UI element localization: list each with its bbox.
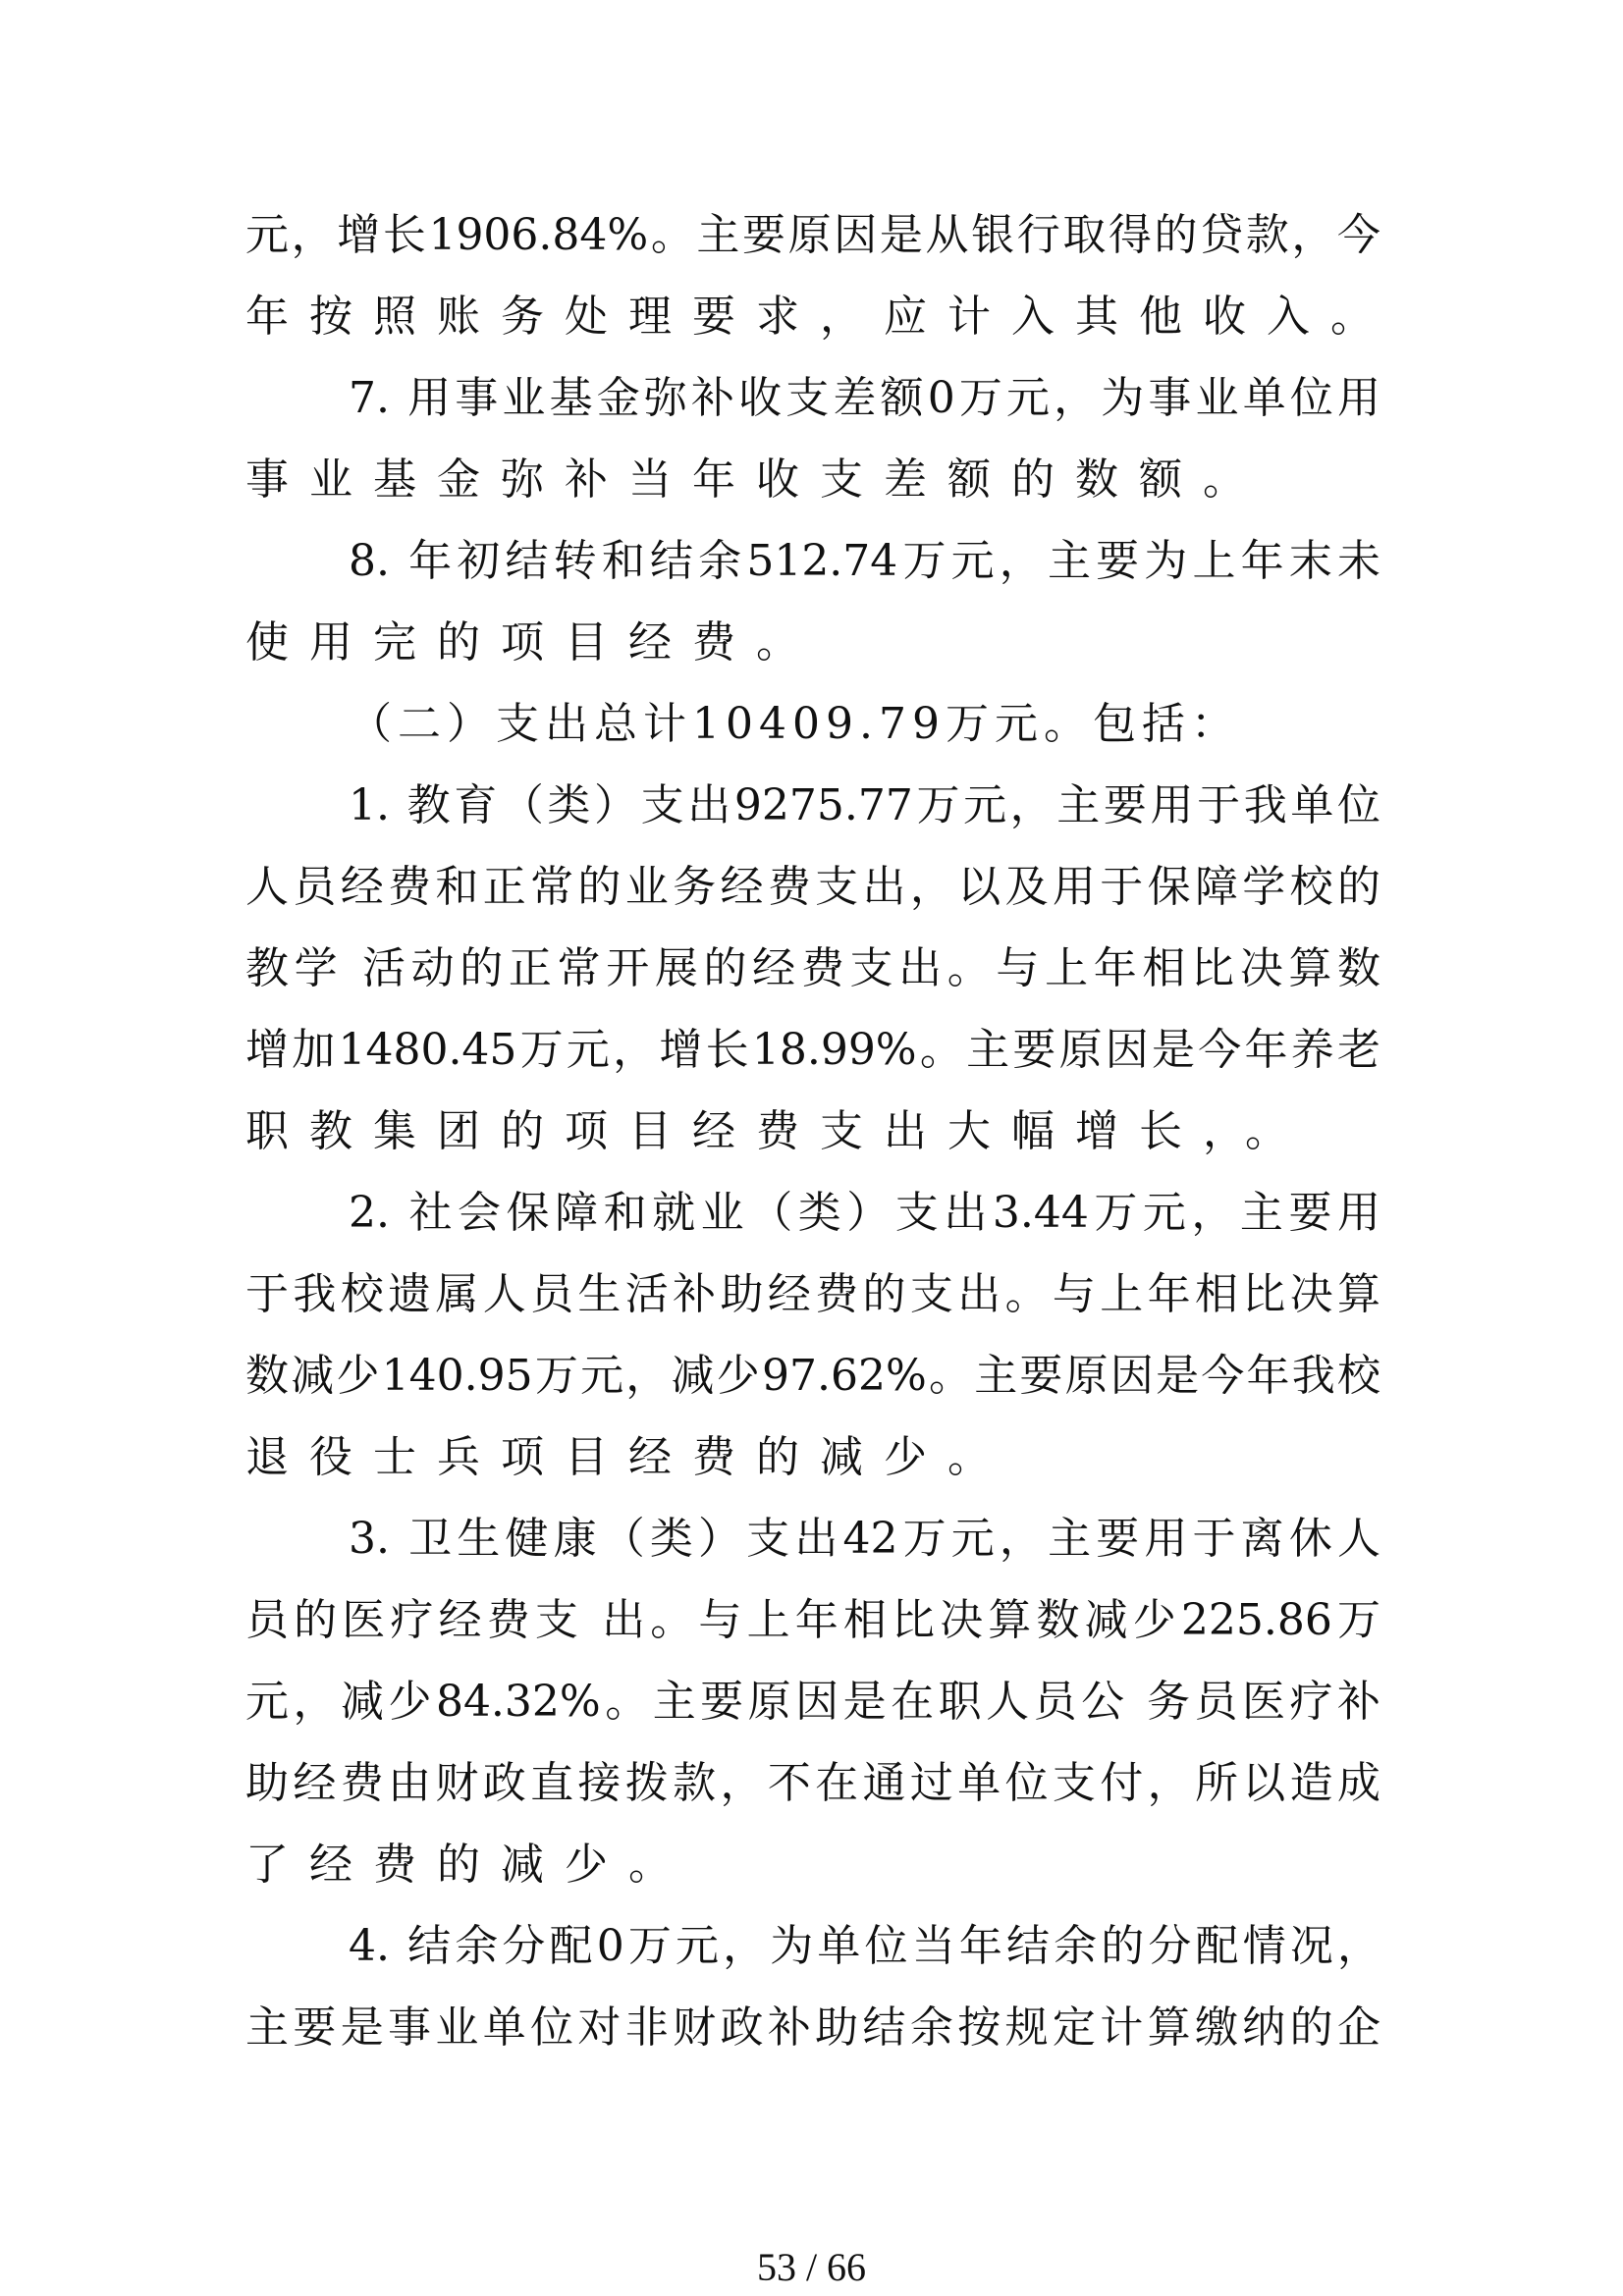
paragraph-line: 于我校遗属人员生活补助经费的支出。与上年相比决算 (245, 1269, 1380, 1319)
paragraph-line: 退役士兵项目经费的减少。 (245, 1432, 1011, 1482)
paragraph-line: 元，减少84.32%。主要原因是在职人员公 务员医疗补 (245, 1677, 1380, 1727)
paragraph-line: 主要是事业单位对非财政补助结余按规定计算缴纳的企 (245, 2002, 1380, 2053)
item-1-heading-line: 1. 教育（类）支出9275.77万元，主要用于我单位 (349, 780, 1380, 830)
item-2-heading-line: 2. 社会保障和就业（类）支出3.44万元，主要用 (349, 1188, 1380, 1238)
paragraph-line: 年按照账务处理要求，应计入其他收入。 (245, 292, 1394, 342)
item-8-heading-line: 8. 年初结转和结余512.74万元，主要为上年末未 (349, 536, 1380, 586)
paragraph-line: 职教集团的项目经费支出大幅增长，。 (245, 1106, 1309, 1156)
item-3-heading-line: 3. 卫生健康（类）支出42万元，主要用于离休人 (349, 1514, 1380, 1564)
paragraph-line: 增加1480.45万元，增长18.99%。主要原因是今年养老 (245, 1025, 1380, 1075)
paragraph-line: 助经费由财政直接拨款，不在通过单位支付，所以造成 (245, 1758, 1380, 1808)
paragraph-line: 教学 活动的正常开展的经费支出。与上年相比决算数 (245, 943, 1380, 993)
page-number: 53 / 66 (756, 2245, 867, 2289)
paragraph-line: 人员经费和正常的业务经费支出，以及用于保障学校的 (245, 862, 1380, 912)
section-heading-expenditure: （二）支出总计10409.79万元。包括： (349, 699, 1240, 749)
paragraph-line: 元，增长1906.84%。主要原因是从银行取得的贷款，今 (245, 210, 1380, 260)
paragraph-line: 使用完的项目经费。 (245, 617, 820, 667)
paragraph-line: 事业基金弥补当年收支差额的数额。 (245, 454, 1267, 505)
item-4-heading-line: 4. 结余分配0万元，为单位当年结余的分配情况， (349, 1921, 1380, 1971)
paragraph-line: 了经费的减少。 (245, 1840, 692, 1890)
paragraph-line: 数减少140.95万元，减少97.62%。主要原因是今年我校 (245, 1351, 1380, 1401)
paragraph-line: 员的医疗经费支 出。与上年相比决算数减少225.86万 (245, 1595, 1380, 1645)
item-7-heading-line: 7. 用事业基金弥补收支差额0万元，为事业单位用 (349, 373, 1380, 423)
